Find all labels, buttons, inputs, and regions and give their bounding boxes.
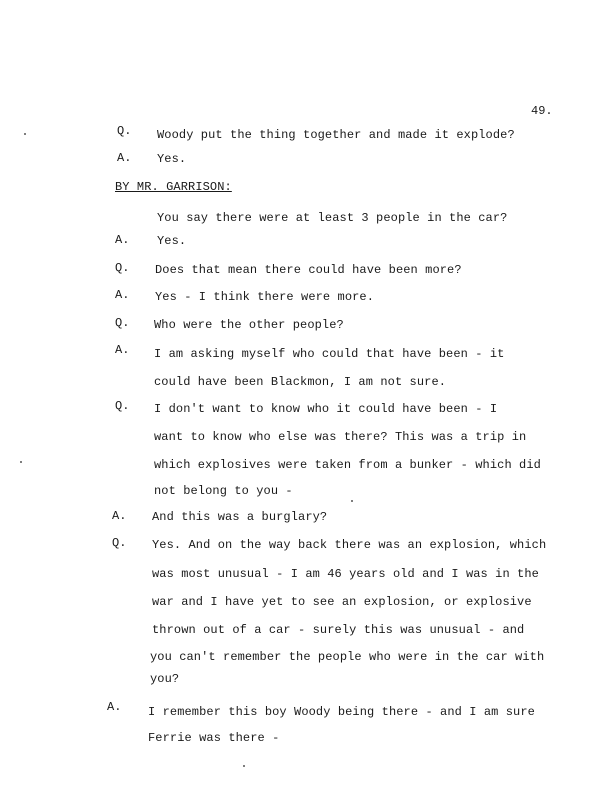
transcript-line: Ferrie was there - — [148, 731, 280, 745]
transcript-line: Woody put the thing together and made it explode? — [157, 128, 515, 142]
speaker-label: A. — [115, 343, 130, 357]
transcript-line: thrown out of a car - surely this was unusual - and — [152, 623, 525, 637]
transcript-line: Yes - I think there were more. — [155, 290, 375, 304]
transcript-line: Who were the other people? — [154, 318, 344, 332]
transcript-line: Yes. — [157, 234, 187, 248]
transcript-line: I don't want to know who it could have been - I — [154, 402, 498, 416]
transcript-line: Yes. — [157, 152, 187, 166]
speaker-label: A. — [112, 509, 127, 523]
transcript-line: you can't remember the people who were in the car with — [150, 650, 545, 664]
speaker-label: Q. — [117, 124, 132, 138]
transcript-line: not belong to you - — [154, 484, 293, 498]
speaker-label: A. — [117, 151, 132, 165]
transcript-line: I am asking myself who could that have been - it — [154, 347, 505, 361]
speaker-label: A. — [115, 288, 130, 302]
speaker-label: Q. — [112, 536, 127, 550]
transcript-line: which explosives were taken from a bunker - which did — [154, 458, 541, 472]
transcript-line: want to know who else was there? This was a trip in — [154, 430, 527, 444]
transcript-line: could have been Blackmon, I am not sure. — [154, 375, 447, 389]
scan-speck — [243, 765, 245, 767]
speaker-label: Q. — [115, 316, 130, 330]
transcript-line: war and I have yet to see an explosion, or explosive — [152, 595, 532, 609]
speaker-label: A. — [107, 700, 122, 714]
transcript-line: Does that mean there could have been more? — [155, 263, 462, 277]
scan-speck — [351, 500, 353, 502]
transcript-line: I remember this boy Woody being there - and I am sure — [148, 705, 535, 719]
transcript-line: And this was a burglary? — [152, 510, 328, 524]
scan-speck — [20, 461, 22, 463]
speaker-label: Q. — [115, 261, 130, 275]
transcript-line: You say there were at least 3 people in the car? — [157, 211, 508, 225]
transcript-line: you? — [150, 672, 180, 686]
page-number: 49. — [531, 104, 553, 118]
transcript-line: Yes. And on the way back there was an explosion, which — [152, 538, 547, 552]
transcript-line: was most unusual - I am 46 years old and I was in the — [152, 567, 539, 581]
speaker-label: A. — [115, 233, 130, 247]
examiner-heading: BY MR. GARRISON: — [115, 180, 232, 194]
scan-speck — [24, 133, 26, 135]
speaker-label: Q. — [115, 399, 130, 413]
